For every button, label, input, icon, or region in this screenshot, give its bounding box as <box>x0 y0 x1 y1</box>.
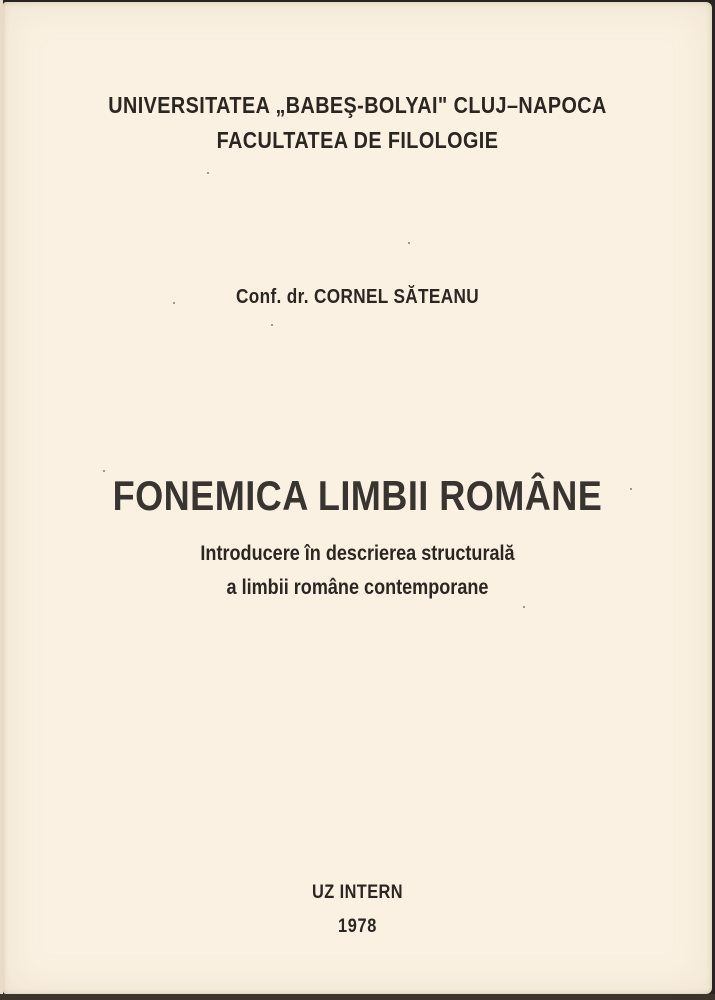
book-cover <box>3 2 712 994</box>
book-title: FONEMICA LIMBII ROMÂNE <box>112 472 603 519</box>
paper-speck <box>173 302 175 304</box>
imprint-label: UZ INTERN <box>311 882 403 903</box>
institution-line-2: FACULTATEA DE FILOLOGIE <box>216 127 499 153</box>
paper-speck <box>271 324 273 326</box>
paper-speck <box>630 488 632 490</box>
subtitle-line-1: Introducere în descrierea structurală <box>200 542 515 565</box>
author-name: Conf. dr. CORNEL SĂTEANU <box>235 286 480 308</box>
paper-speck <box>408 242 410 244</box>
publication-year: 1978 <box>337 916 378 937</box>
paper-speck <box>523 606 525 608</box>
page-edge-bottom <box>0 994 715 1000</box>
institution-line-1: UNIVERSITATEA „BABEŞ-BOLYAI" CLUJ–NAPOCA <box>108 92 607 118</box>
paper-speck <box>103 470 105 472</box>
subtitle-line-2: a limbii române contemporane <box>226 576 489 599</box>
paper-speck <box>207 172 209 174</box>
